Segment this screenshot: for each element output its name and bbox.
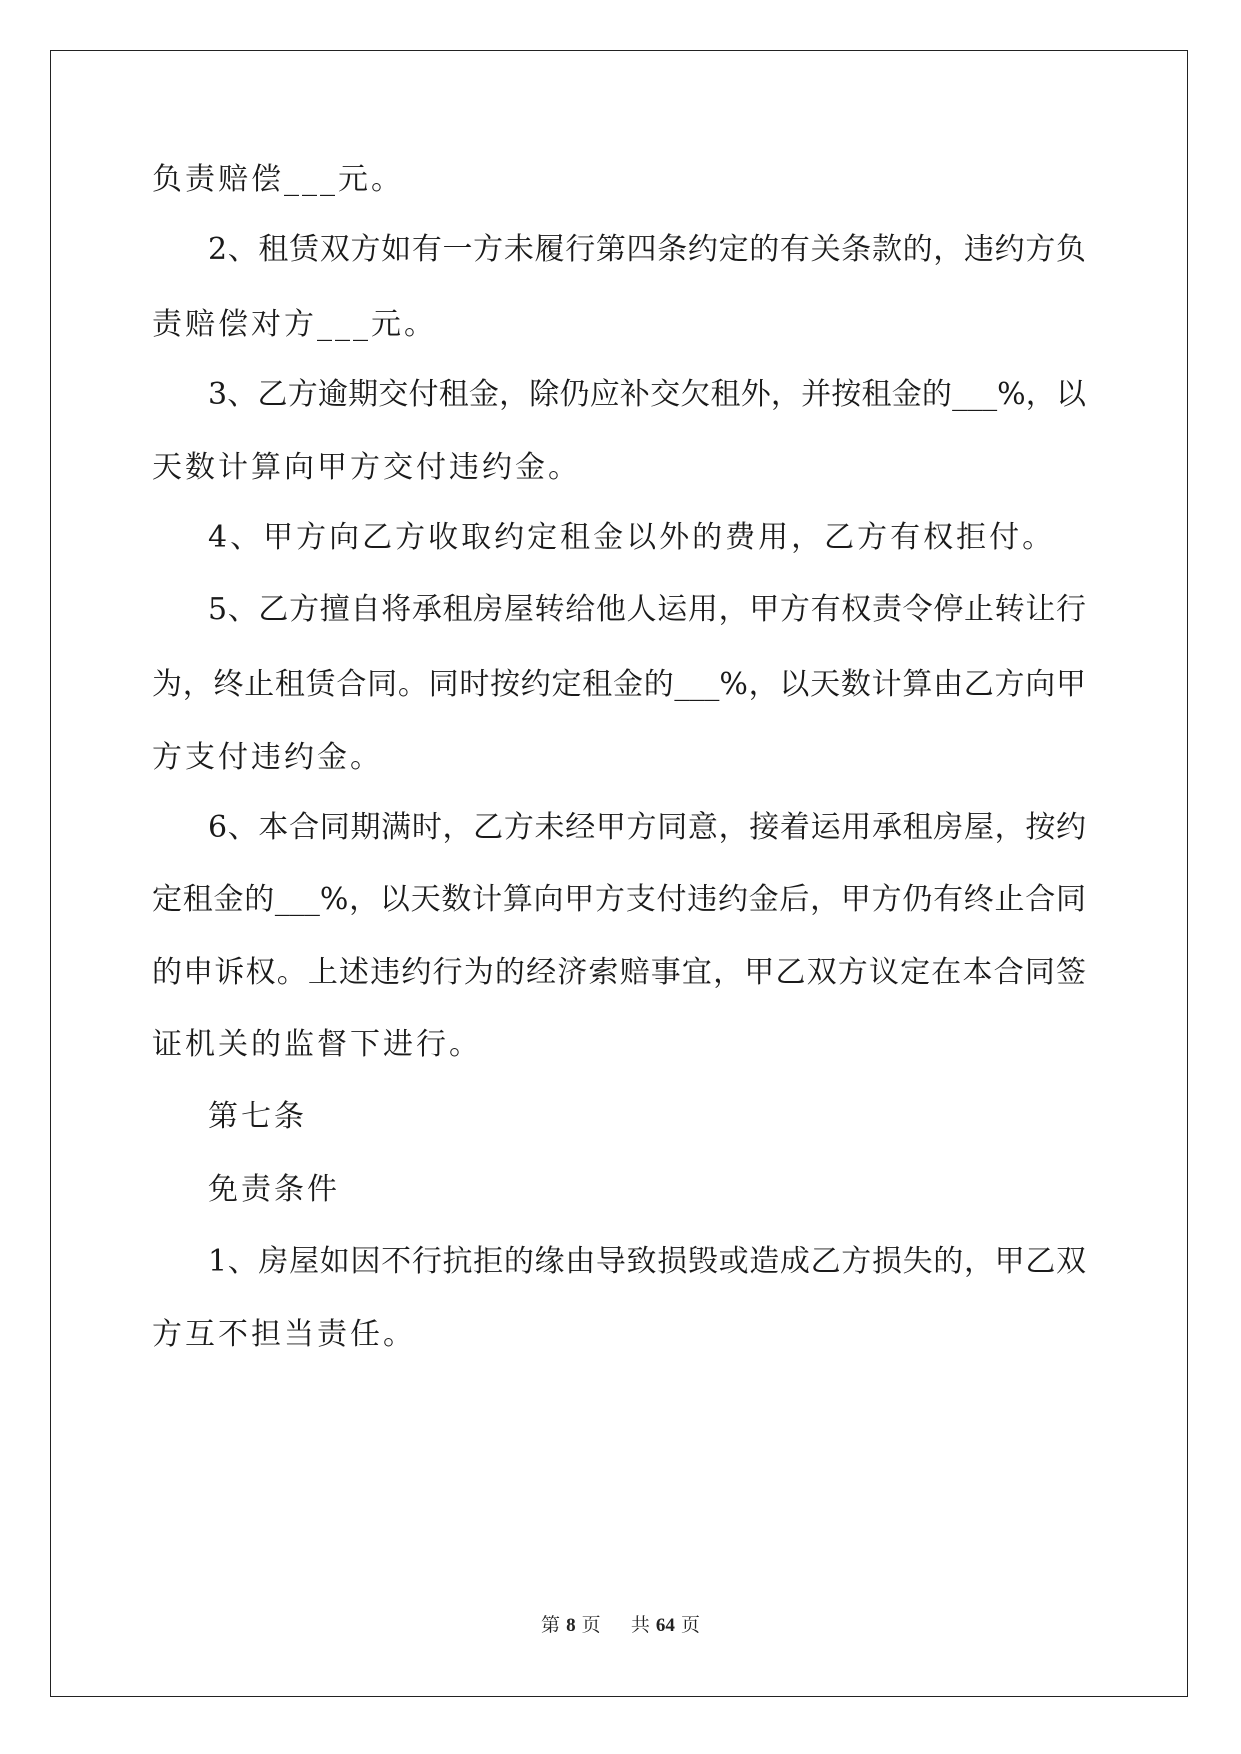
total-label-suffix: 页 [680,1614,700,1636]
text-line: 方互不担当责任。 [152,1317,416,1352]
article-heading: 第七条 [208,1099,307,1134]
text-line: 证机关的监督下进行。 [152,1027,482,1062]
text-line: 方支付违约金。 [152,740,383,775]
paragraph-first-line: 1、房屋如因不行抗拒的缘由导致损毁或造成乙方损失的，甲乙双 [208,1244,1086,1279]
section-heading: 免责条件 [208,1172,340,1207]
page-footer [0,1612,1241,1639]
text-line: 负责赔偿___元。 [152,162,404,197]
text-line: 的申诉权。上述违约行为的经济索赔事宜，甲乙双方议定在本合同签 [152,955,1086,990]
total-label-prefix: 共 [630,1614,650,1636]
page-label-prefix: 第 [541,1614,561,1636]
paragraph-first-line: 6、本合同期满时，乙方未经甲方同意，接着运用承租房屋，按约 [208,810,1086,845]
paragraph-first-line: 5、乙方擅自将承租房屋转给他人运用，甲方有权责令停止转让行 [208,592,1086,627]
text-line: 为，终止租赁合同。同时按约定租金的___%，以天数计算由乙方向甲 [152,667,1086,702]
paragraph-first-line: 2、租赁双方如有一方未履行第四条约定的有关条款的，违约方负 [208,232,1086,267]
text-line: 责赔偿对方___元。 [152,307,437,342]
total-pages: 64 [655,1615,675,1636]
page-number: 8 [566,1615,576,1636]
paragraph-first-line: 4、甲方向乙方收取约定租金以外的费用，乙方有权拒付。 [208,520,1056,555]
text-line: 定租金的___%，以天数计算向甲方支付违约金后，甲方仍有终止合同 [152,882,1086,917]
page-border [50,50,1188,1697]
page-label-suffix: 页 [581,1614,601,1636]
paragraph-first-line: 3、乙方逾期交付租金，除仍应补交欠租外，并按租金的___%，以 [208,377,1086,412]
text-line: 天数计算向甲方交付违约金。 [152,450,581,485]
